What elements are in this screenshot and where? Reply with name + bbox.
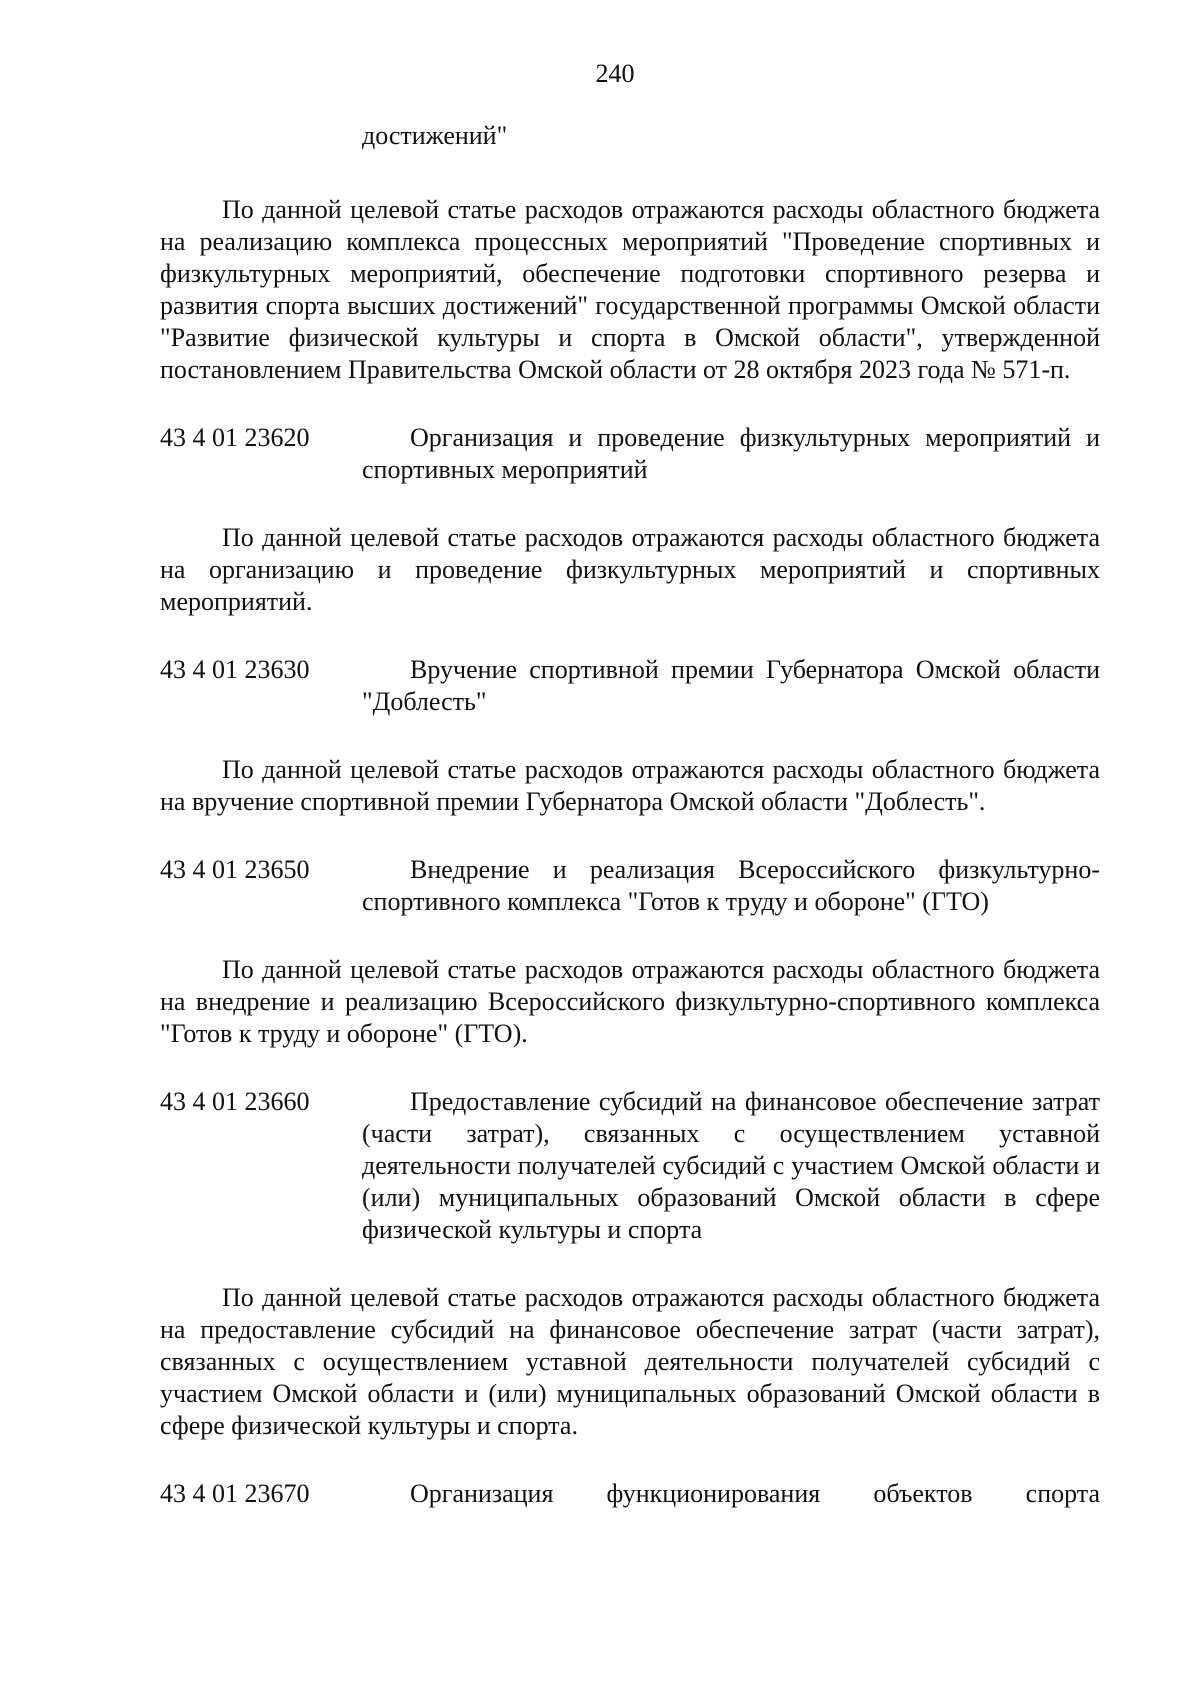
budget-item-23650 bbox=[160, 854, 1100, 918]
budget-code: 43 4 01 23670 bbox=[160, 1479, 310, 1508]
continuation-line: достижений" bbox=[362, 121, 508, 150]
budget-item-title: Внедрение и реализация Всероссийского физкультурно-спортивного комплекса "Готов к труду и обороне" (ГТО) bbox=[362, 855, 1100, 916]
paragraph-program-description: По данной целевой статье расходов отражаются расходы областного бюджета на реализацию комплекса процессных мероприятий "Проведение спортивных и физкультурных мероприятий, обеспечение подготовки спортивного резерва и развития спорта высших достижений" государственной программы Омской области "Развитие физической культуры и спорта в Омской области", утвержденной постановлением Правительства Омской области от 28 октября 2023 года № 571-п. bbox=[160, 195, 1100, 384]
paragraph-description: По данной целевой статье расходов отражаются расходы областного бюджета на внедрение и реализацию Всероссийского физкультурно-спортивного комплекса "Готов к труду и обороне" (ГТО). bbox=[160, 955, 1100, 1048]
budget-item-23670 bbox=[160, 1478, 1100, 1510]
budget-item-title: Вручение спортивной премии Губернатора Омской области "Доблесть" bbox=[362, 655, 1100, 716]
budget-code: 43 4 01 23660 bbox=[160, 1087, 310, 1116]
paragraph-description: По данной целевой статье расходов отражаются расходы областного бюджета на вручение спортивной премии Губернатора Омской области "Доблесть". bbox=[160, 755, 1100, 816]
budget-code: 43 4 01 23630 bbox=[160, 655, 310, 684]
page-number: 240 bbox=[595, 59, 635, 88]
budget-item-23620 bbox=[160, 422, 1100, 486]
document-body bbox=[160, 120, 1100, 1510]
paragraph-description: По данной целевой статье расходов отражаются расходы областного бюджета на организацию и проведение физкультурных мероприятий и спортивных мероприятий. bbox=[160, 523, 1100, 616]
budget-item-23630 bbox=[160, 654, 1100, 718]
budget-item-title: Организация и проведение физкультурных мероприятий и спортивных мероприятий bbox=[362, 423, 1100, 484]
budget-item-title: Предоставление субсидий на финансовое обеспечение затрат (части затрат), связанных с осуществлением уставной деятельности получателей субсидий с участием Омской области и (или) муниципальных образований Омской области в сфере физической культуры и спорта bbox=[362, 1087, 1100, 1244]
budget-code: 43 4 01 23650 bbox=[160, 855, 310, 884]
budget-item-title: Организация функционирования объектов спорта bbox=[410, 1479, 1100, 1508]
paragraph-description: По данной целевой статье расходов отражаются расходы областного бюджета на предоставление субсидий на финансовое обеспечение затрат (части затрат), связанных с осуществлением уставной деятельности получателей субсидий с участием Омской области и (или) муниципальных образований Омской области в сфере физической культуры и спорта. bbox=[160, 1283, 1100, 1440]
budget-code: 43 4 01 23620 bbox=[160, 423, 310, 452]
budget-item-23660 bbox=[160, 1086, 1100, 1246]
